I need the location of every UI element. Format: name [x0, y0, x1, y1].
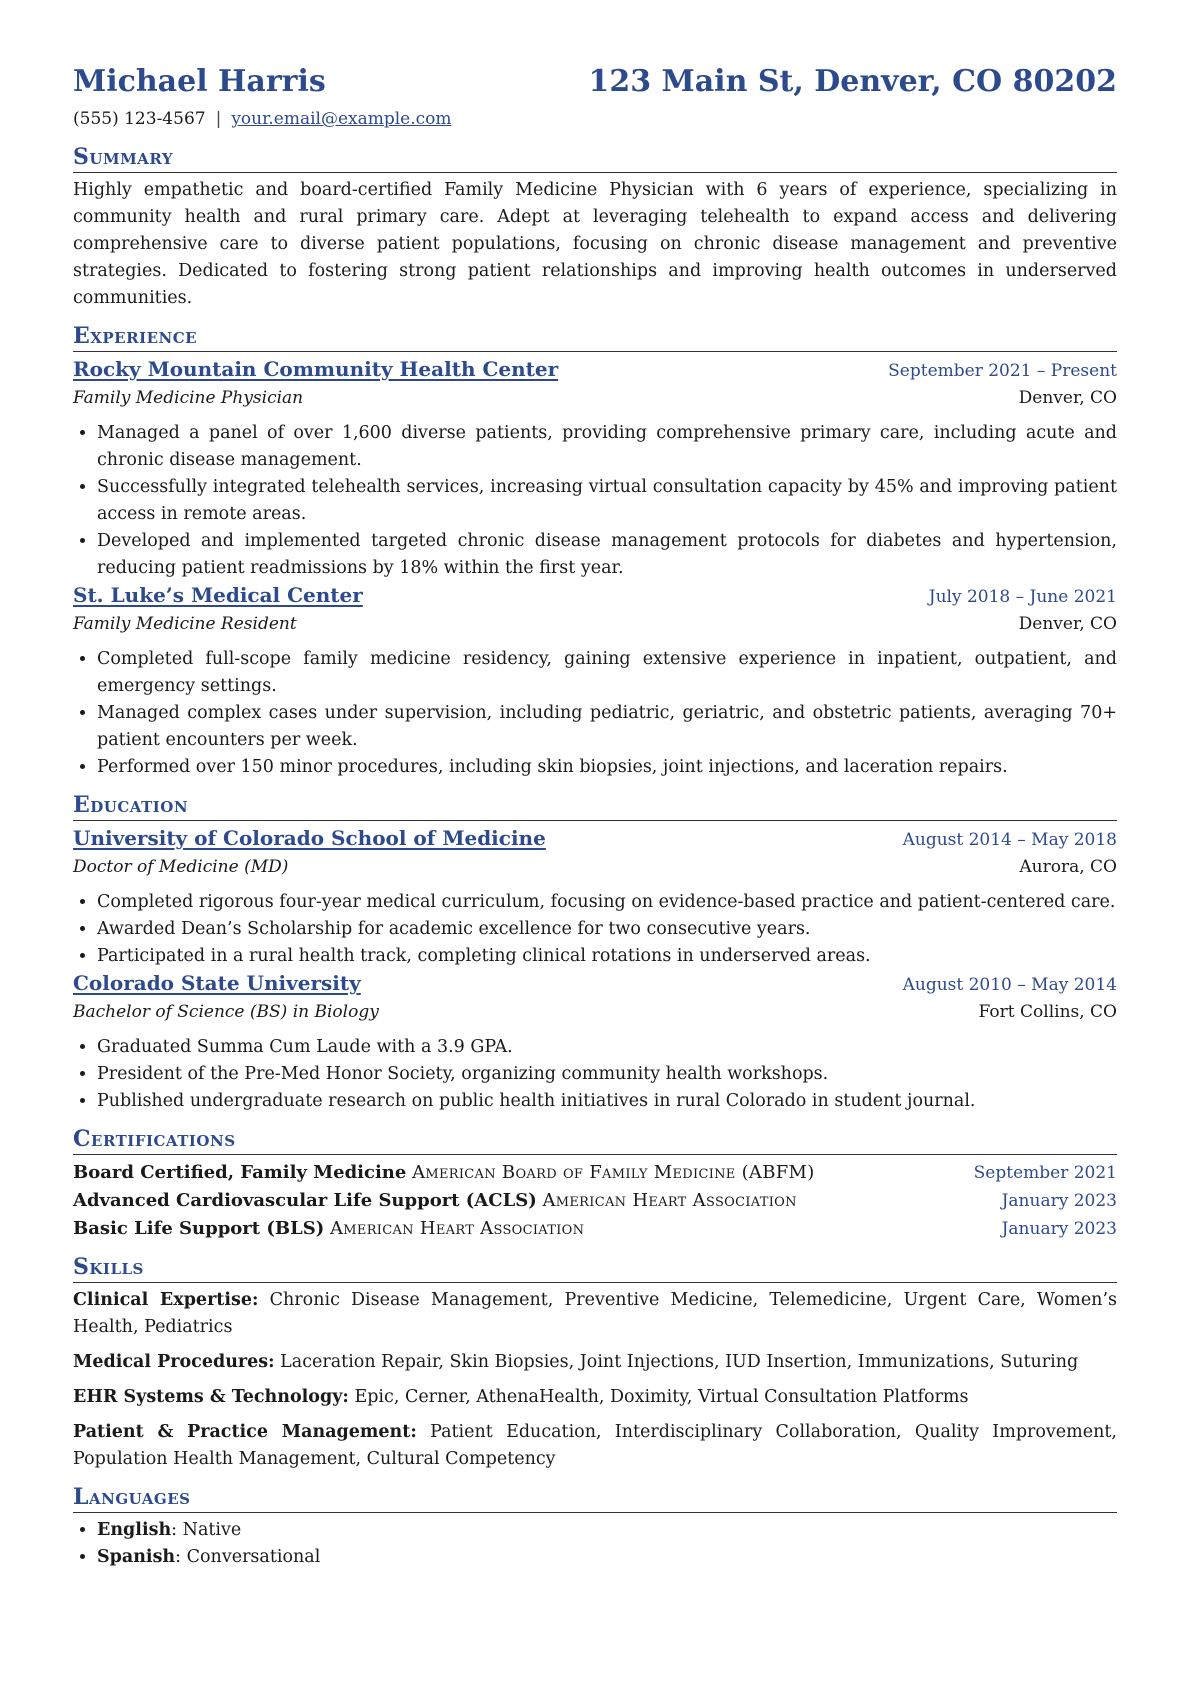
certification-date: September 2021	[973, 1163, 1117, 1183]
skill-row	[73, 1419, 1117, 1473]
section-title-education: Education	[73, 791, 1117, 821]
language-level: : Native	[171, 1520, 242, 1540]
certification-name: Basic Life Support (BLS)	[73, 1218, 325, 1239]
section-title-skills: Skills	[73, 1253, 1117, 1283]
summary-text: Highly empathetic and board-certified Family Medicine Physician with 6 years of experience, specializing in community health and rural primary care. Adept at leveraging telehealth to expand access and delivering comprehensive care to diverse patient populations, focusing on chronic disease management and preventive strategies. Dedicated to fostering strong patient relationships and improving health outcomes in underserved communities.	[73, 180, 1117, 308]
language-name: Spanish	[97, 1547, 176, 1567]
education-location: Aurora, CO	[1019, 857, 1117, 877]
bullet-item: • Performed over 150 minor procedures, including skin biopsies, joint injections, and laceration repairs.	[97, 754, 1117, 781]
certification-date: January 2023	[1001, 1219, 1117, 1239]
skill-value: Patient Education, Interdisciplinary Collaboration, Quality Improvement, Population Health Management, Cultural Competency	[73, 1422, 1117, 1469]
skill-row	[73, 1384, 1117, 1411]
skill-label: EHR Systems & Technology:	[73, 1387, 349, 1407]
email-link[interactable]: your.email@example.com	[231, 109, 452, 129]
education-location: Fort Collins, CO	[978, 1002, 1117, 1022]
candidate-name: Michael Harris	[73, 64, 326, 99]
language-name: English	[97, 1520, 172, 1540]
bullet-item: • Participated in a rural health track, completing clinical rotations in underserved areas.	[97, 943, 1117, 970]
bullet-item: • Completed rigorous four-year medical curriculum, focusing on evidence-based practice and patient-centered care.	[97, 889, 1117, 916]
skill-label: Medical Procedures:	[73, 1352, 275, 1372]
education-bullets	[73, 889, 1117, 970]
experience-bullets	[73, 420, 1117, 582]
certification-name: Advanced Cardiovascular Life Support (ACLS)	[73, 1190, 537, 1211]
skill-row	[73, 1287, 1117, 1341]
education-entry	[73, 970, 1117, 1115]
certification-issuer: American Board of Family Medicine (ABFM)	[412, 1162, 815, 1183]
certification-row	[73, 1187, 1117, 1215]
section-title-certifications: Certifications	[73, 1125, 1117, 1155]
bullet-item: • Managed a panel of over 1,600 diverse patients, providing comprehensive primary care, including acute and chronic disease management.	[97, 420, 1117, 474]
experience-role: Family Medicine Physician	[73, 388, 304, 408]
skill-row	[73, 1349, 1117, 1376]
certifications-list	[73, 1159, 1117, 1243]
experience-location: Denver, CO	[1018, 614, 1117, 634]
language-level: : Conversational	[175, 1547, 321, 1567]
languages-list	[73, 1517, 1117, 1571]
certification-row	[73, 1215, 1117, 1243]
education-dates: August 2010 – May 2014	[902, 975, 1117, 995]
bullet-item: • President of the Pre-Med Honor Society, organizing community health workshops.	[97, 1061, 1117, 1088]
skill-value: Chronic Disease Management, Preventive Medicine, Telemedicine, Urgent Care, Women’s Health, Pediatrics	[73, 1290, 1117, 1337]
education-bullets	[73, 1034, 1117, 1115]
experience-entry	[73, 582, 1117, 781]
section-title-experience: Experience	[73, 322, 1117, 352]
skill-value: Laceration Repair, Skin Biopsies, Joint Injections, IUD Insertion, Immunizations, Suturing	[280, 1352, 1079, 1372]
candidate-address: 123 Main St, Denver, CO 80202	[588, 64, 1117, 99]
experience-entry	[73, 356, 1117, 582]
skill-value: Epic, Cerner, AthenaHealth, Doximity, Virtual Consultation Platforms	[354, 1387, 969, 1407]
language-item	[97, 1544, 1117, 1571]
education-school[interactable]: Colorado State University	[73, 971, 361, 995]
skill-label: Patient & Practice Management:	[73, 1422, 417, 1442]
experience-dates: September 2021 – Present	[888, 361, 1117, 381]
section-title-languages: Languages	[73, 1483, 1117, 1513]
education-degree: Doctor of Medicine (MD)	[73, 857, 289, 877]
language-item	[97, 1517, 1117, 1544]
bullet-item: • Completed full-scope family medicine residency, gaining extensive experience in inpatient, outpatient, and emergency settings.	[97, 646, 1117, 700]
experience-dates: July 2018 – June 2021	[928, 587, 1117, 607]
section-title-summary: Summary	[73, 143, 1117, 173]
skills-list	[73, 1287, 1117, 1473]
header	[73, 62, 1117, 102]
bullet-item: • Developed and implemented targeted chronic disease management protocols for diabetes and hypertension, reducing patient readmissions by 18% within the first year.	[97, 528, 1117, 582]
bullet-item: • Awarded Dean’s Scholarship for academic excellence for two consecutive years.	[97, 916, 1117, 943]
contact-separator: |	[215, 109, 222, 129]
bullet-item: • Published undergraduate research on public health initiatives in rural Colorado in student journal.	[97, 1088, 1117, 1115]
education-school[interactable]: University of Colorado School of Medicine	[73, 826, 546, 850]
certification-name: Board Certified, Family Medicine	[73, 1162, 407, 1183]
contact-line	[73, 106, 1117, 133]
education-entry	[73, 825, 1117, 970]
education-degree: Bachelor of Science (BS) in Biology	[73, 1002, 379, 1022]
certification-issuer: American Heart Association	[330, 1218, 585, 1239]
certification-row	[73, 1159, 1117, 1187]
experience-org[interactable]: St. Luke’s Medical Center	[73, 583, 363, 607]
experience-location: Denver, CO	[1018, 388, 1117, 408]
bullet-item: • Graduated Summa Cum Laude with a 3.9 GPA.	[97, 1034, 1117, 1061]
summary-section	[73, 177, 1117, 312]
bullet-item: • Successfully integrated telehealth services, increasing virtual consultation capacity by 45% and improving patient access in remote areas.	[97, 474, 1117, 528]
experience-bullets	[73, 646, 1117, 781]
phone-number: (555) 123-4567	[73, 109, 206, 129]
skill-label: Clinical Expertise:	[73, 1290, 259, 1310]
education-dates: August 2014 – May 2018	[902, 830, 1117, 850]
bullet-item: • Managed complex cases under supervision, including pediatric, geriatric, and obstetric patients, averaging 70+ patient encounters per week.	[97, 700, 1117, 754]
certification-issuer: American Heart Association	[542, 1190, 797, 1211]
certification-date: January 2023	[1001, 1191, 1117, 1211]
experience-role: Family Medicine Resident	[73, 614, 297, 634]
experience-org[interactable]: Rocky Mountain Community Health Center	[73, 357, 559, 381]
